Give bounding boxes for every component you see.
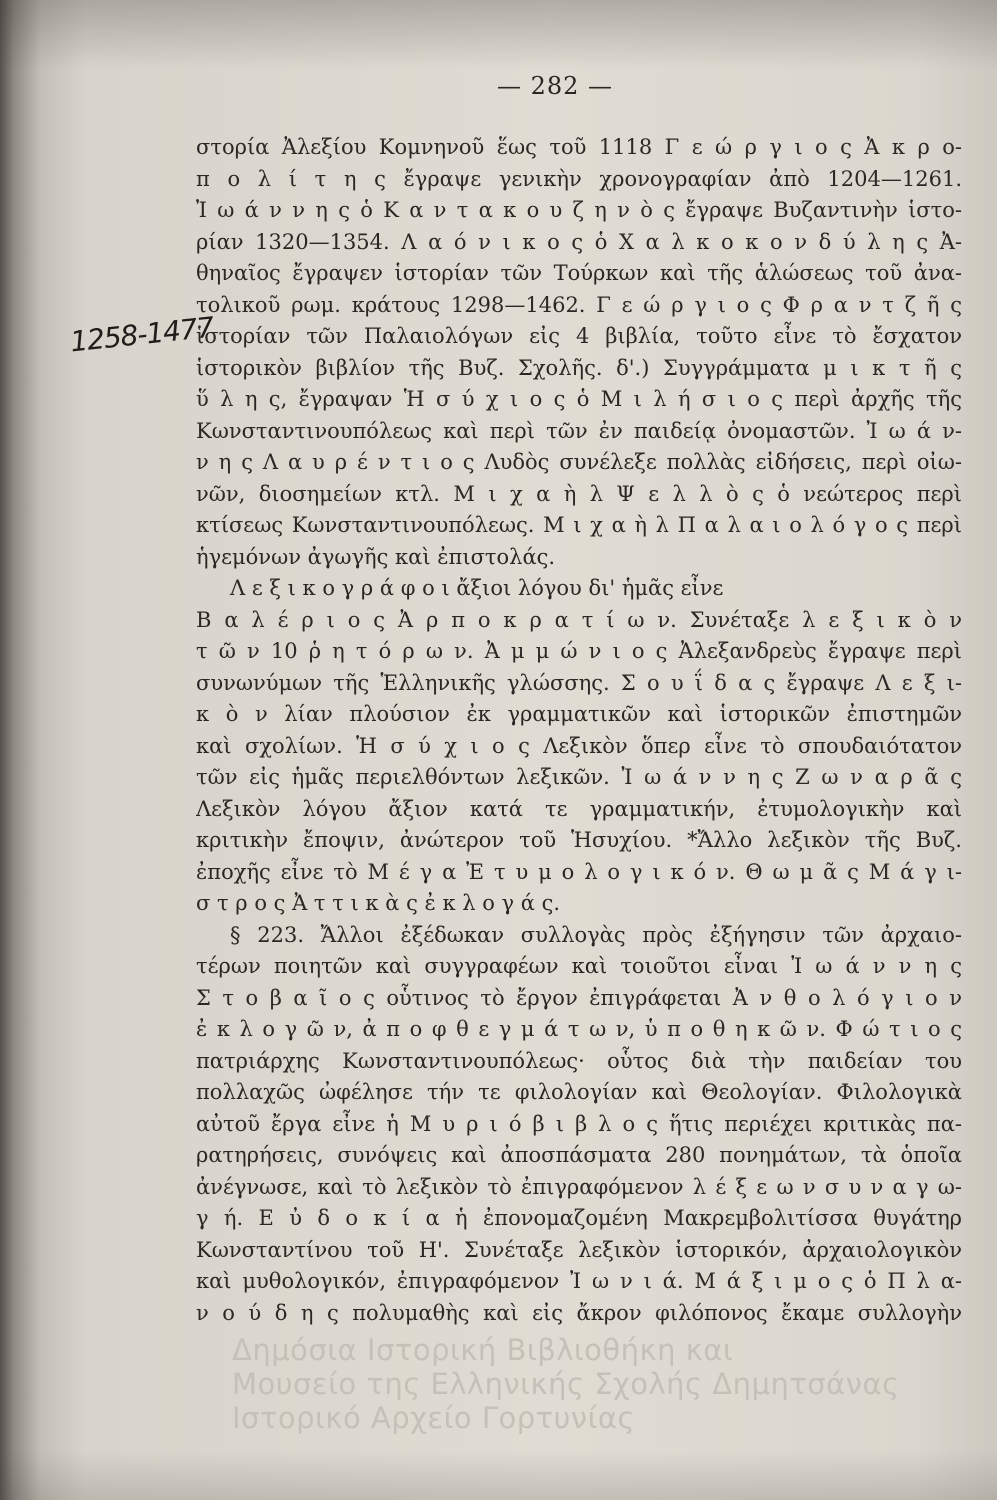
text-line: Ἰ ω ά ν ν η ς ὁ Κ α ν τ α κ ο υ ζ η ν ὸ ς ἔγραψε Βυζαντινὴν ἱστο-	[196, 198, 962, 222]
text-line: Κωνσταντίνου τοῦ Η'. Συνέταξε λεξικὸν ἱστορικόν, ἀρχαιολογικὸν	[196, 1237, 962, 1262]
text-line: ἱστορίαν τῶν Παλαιολόγων εἰς 4 βιβλία, τοῦτο εἶνε τὸ ἔσχατον	[196, 324, 962, 348]
text-line: ἐποχῆς εἶνε τὸ Μ έ γ α Ἐ τ υ μ ο λ ο γ ι κ ό ν. Θ ω μ ᾶ ς Μ ά γ ι-	[196, 859, 962, 884]
text-line: ρίαν 1320—1354. Λ α ό ν ι κ ο ς ὁ Χ α λ κ ο κ ο ν δ ύ λ η ς Ἀ-	[196, 229, 962, 254]
text-line: Σ τ ο β α ῖ ο ς οὗτινος τὸ ἔργον ἐπιγράφεται Ἀ ν θ ο λ ό γ ι ο ν	[196, 985, 962, 1010]
text-line: γ ή. Ε ὐ δ ο κ ί α ἡ ἐπονομαζομένη Μακρεμβολιτίσσα θυγάτηρ	[196, 1206, 962, 1230]
text-line: τ ῶ ν 10 ῥ η τ ό ρ ω ν. Ἀ μ μ ώ ν ι ο ς Ἀλεξανδρεὺς ἔγραψε περὶ	[196, 639, 962, 663]
text-line: ρατηρήσεις, συνόψεις καὶ ἀποσπάσματα 280 πονημάτων, τὰ ὁποῖα	[196, 1143, 962, 1167]
text-line: νῶν, διοσημείων κτλ. Μ ι χ α ὴ λ Ψ ε λ λ ὸ ς ὁ νεώτερος περὶ	[196, 481, 962, 506]
watermark-line: Μουσείο της Ελληνικής Σχολής Δημητσάνας	[232, 1367, 900, 1401]
text-line: τῶν εἰς ἡμᾶς περιελθόντων λεξικῶν. Ἰ ω ά ν ν η ς Ζ ω ν α ρ ᾶ ς	[196, 765, 962, 789]
text-line: θηναῖος ἔγραψεν ἱστορίαν τῶν Τούρκων καὶ τῆς ἁλώσεως τοῦ ἀνα-	[196, 261, 962, 285]
text-line: Λεξικὸν λόγου ἄξιον κατά τε γραμματικήν, ἐτυμολογικὴν καὶ	[196, 796, 962, 821]
text-line: Λ ε ξ ι κ ο γ ρ ά φ ο ι ἄξιοι λόγου δι' ἡμᾶς εἶνε	[230, 576, 724, 600]
text-line: σ τ ρ ο ς Ἀ τ τ ι κ ὰ ς ἐ κ λ ο γ ά ς.	[196, 891, 561, 915]
text-line: ν η ς Λ α υ ρ έ ν τ ι ο ς Λυδὸς συνέλεξε πολλὰς εἰδήσεις, περὶ οἰω-	[196, 450, 962, 474]
text-line: αὐτοῦ ἔργα εἶνε ἡ Μ υ ρ ι ό β ι β λ ο ς ἥτις περιέχει κριτικὰς πα-	[196, 1111, 962, 1136]
text-line: πολλαχῶς ὠφέλησε τήν τε φιλολογίαν καὶ Θεολογίαν. Φιλολογικὰ	[196, 1080, 962, 1104]
text-line: Β α λ έ ρ ι ο ς Ἀ ρ π ο κ ρ α τ ί ω ν. Συνέταξε λ ε ξ ι κ ὸ ν	[196, 607, 962, 632]
text-line: ἡγεμόνων ἀγωγῆς καὶ ἐπιστολάς.	[196, 544, 556, 569]
watermark-line: Ιστορικό Αρχείο Γορτυνίας	[232, 1401, 636, 1435]
text-line: ὕ λ η ς, ἔγραψαν Ἡ σ ύ χ ι ο ς ὁ Μ ι λ ή σ ι ο ς περὶ ἀρχῆς τῆς	[196, 387, 962, 411]
body-text	[196, 132, 962, 1329]
text-line: καὶ μυθολογικόν, ἐπιγραφόμενον Ἰ ω ν ι ά. Μ ά ξ ι μ ο ς ὁ Π λ α-	[196, 1269, 962, 1293]
text-line: κριτικὴν ἔποψιν, ἀνώτερον τοῦ Ἡσυχίου. *Ἄλλο λεξικὸν τῆς Βυζ.	[196, 828, 962, 852]
text-line: συνωνύμων τῆς Ἑλληνικῆς γλώσσης. Σ ο υ ΐ δ α ς ἔγραψε Λ ε ξ ι-	[196, 670, 962, 695]
text-line: πατριάρχης Κωνσταντινουπόλεως· οὗτος διὰ τὴν παιδείαν του	[196, 1048, 962, 1073]
watermark-line: Δημόσια Ιστορική Βιβλιοθήκη και	[232, 1333, 734, 1367]
text-line: Κωνσταντινουπόλεως καὶ περὶ τῶν ἐν παιδείᾳ ὀνομαστῶν. Ἰ ω ά ν-	[196, 418, 962, 443]
text-line: τέρων ποιητῶν καὶ συγγραφέων καὶ τοιοῦτοι εἶναι Ἰ ω ά ν ν η ς	[196, 954, 962, 978]
handwritten-margin-note: 1258-1477	[68, 310, 215, 359]
text-line: τολικοῦ ρωμ. κράτους 1298—1462. Γ ε ώ ρ γ ι ο ς Φ ρ α ν τ ζ ῆ ς	[196, 292, 962, 317]
text-line: καὶ σχολίων. Ἡ σ ύ χ ι ο ς Λεξικὸν ὅπερ εἶνε τὸ σπουδαιότατον	[196, 733, 962, 758]
text-line: κτίσεως Κωνσταντινουπόλεως. Μ ι χ α ὴ λ Π α λ α ι ο λ ό γ ο ς περὶ	[196, 513, 962, 537]
text-line: κ ὸ ν λίαν πλούσιον ἐκ γραμματικῶν καὶ ἱστορικῶν ἐπιστημῶν	[196, 702, 962, 726]
text-line: ἐ κ λ ο γ ῶ ν, ἀ π ο φ θ ε γ μ ά τ ω ν, ὑ π ο θ η κ ῶ ν. Φ ώ τ ι ο ς	[196, 1017, 962, 1041]
section-heading-line: § 223. Ἄλλοι ἐξέδωκαν συλλογὰς πρὸς ἐξήγησιν τῶν ἀρχαιο-	[230, 922, 962, 947]
text-line: ἱστορικὸν βιβλίον τῆς Βυζ. Σχολῆς. δ'.) Συγγράμματα μ ι κ τ ῆ ς	[196, 355, 962, 380]
page-number: — 282 —	[496, 72, 614, 100]
library-watermark	[232, 1333, 972, 1435]
text-line: στορία Ἀλεξίου Κομνηνοῦ ἕως τοῦ 1118 Γ ε ώ ρ γ ι ο ς Ἀ κ ρ ο-	[196, 135, 962, 159]
text-line: ἀνέγνωσε, καὶ τὸ λεξικὸν τὸ ἐπιγραφόμενον λ έ ξ ε ω ν σ υ ν α γ ω-	[196, 1174, 962, 1199]
text-line: π ο λ ί τ η ς ἔγραψε γενικὴν χρονογραφίαν ἀπὸ 1204—1261.	[196, 166, 962, 191]
text-line: ν ο ύ δ η ς πολυμαθὴς καὶ εἰς ἄκρον φιλόπονος ἔκαμε συλλογὴν	[196, 1300, 962, 1325]
